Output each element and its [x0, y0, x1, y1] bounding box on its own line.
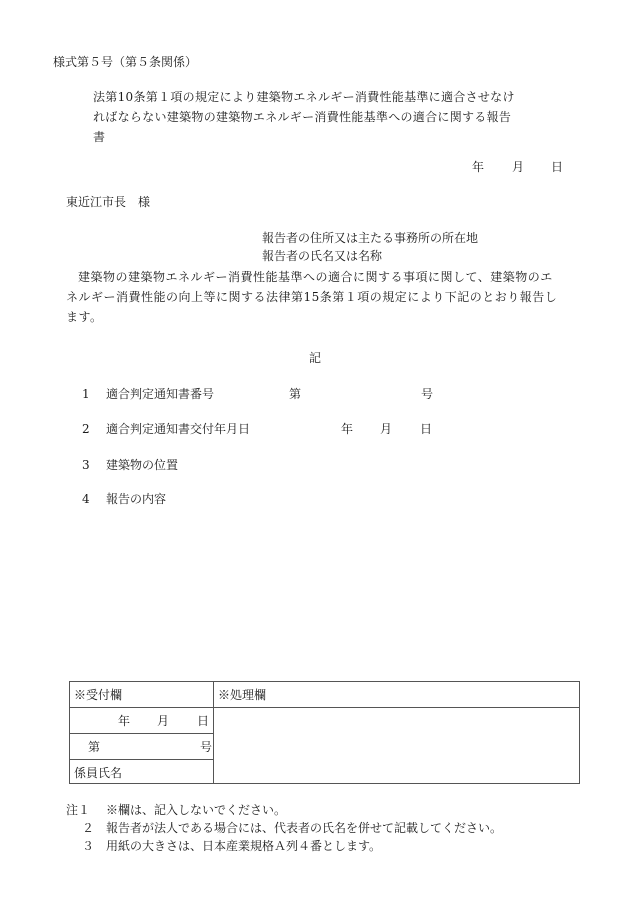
note-item [66, 837, 502, 855]
notes-section [66, 801, 502, 855]
note-text: 用紙の大きさは、日本産業規格Ａ列４番とします。 [106, 839, 382, 853]
item-building-location [82, 456, 178, 474]
reception-number-prefix: 第 [88, 740, 101, 754]
processing-header: ※処理欄 [218, 688, 267, 702]
ki-heading: 記 [309, 351, 322, 365]
body-line: ます。 [66, 310, 103, 324]
staff-name-label: 係員氏名 [74, 766, 123, 780]
reporter-name-label: 報告者の氏名又は名称 [262, 249, 383, 263]
item-notification-date [82, 420, 250, 438]
note-number: ３ [82, 839, 95, 853]
item-date-year: 年 [341, 422, 354, 436]
item-number-prefix: 第 [289, 387, 302, 401]
reception-month: 月 [157, 714, 170, 728]
reception-year: 年 [118, 714, 131, 728]
item-date-month: 月 [380, 422, 393, 436]
reporter-address-label: 報告者の住所又は主たる事務所の所在地 [262, 231, 479, 245]
item-label: 報告の内容 [106, 492, 167, 506]
note-number: ２ [82, 821, 95, 835]
date-month-label: 月 [512, 160, 525, 174]
date-year-label: 年 [472, 160, 485, 174]
addressee: 東近江市長 様 [66, 195, 151, 209]
office-use-table [69, 681, 580, 784]
item-number: 2 [82, 422, 90, 436]
form-label: 様式第５号（第５条関係） [53, 55, 198, 69]
item-report-content [82, 490, 166, 508]
item-number: 1 [82, 387, 90, 401]
reception-number-suffix: 号 [200, 740, 213, 754]
note-item [66, 801, 502, 819]
item-label: 建築物の位置 [106, 458, 179, 472]
item-label: 適合判定通知書交付年月日 [106, 422, 251, 436]
item-number-suffix: 号 [421, 387, 434, 401]
table-divider [70, 733, 214, 734]
body-paragraph [66, 267, 586, 327]
notes-label: 注１ [66, 803, 91, 817]
title-line: ればならない建築物の建築物エネルギー消費性能基準への適合に関する報告 [93, 110, 512, 124]
item-date-day: 日 [420, 422, 433, 436]
document-title [93, 87, 563, 147]
note-text: ※欄は、記入しないでください。 [106, 803, 287, 817]
title-line: 法第10条第１項の規定により建築物エネルギー消費性能基準に適合させなけ [93, 90, 515, 104]
reception-day: 日 [197, 714, 210, 728]
body-line: 建築物の建築物エネルギー消費性能基準への適合に関する事項に関して、建築物のエ [78, 270, 553, 284]
note-item [66, 819, 502, 837]
table-divider [70, 759, 214, 760]
item-notification-number [82, 385, 214, 403]
table-divider [70, 707, 579, 708]
item-label: 適合判定通知書番号 [106, 387, 215, 401]
item-number: 4 [82, 492, 90, 506]
reception-header: ※受付欄 [74, 688, 123, 702]
note-text: 報告者が法人である場合には、代表者の氏名を併せて記載してください。 [106, 821, 503, 835]
title-line: 書 [93, 130, 106, 144]
date-day-label: 日 [551, 160, 564, 174]
body-line: ネルギー消費性能の向上等に関する法律第15条第１項の規定により下記のとおり報告し [66, 290, 558, 304]
item-number: 3 [82, 458, 90, 472]
